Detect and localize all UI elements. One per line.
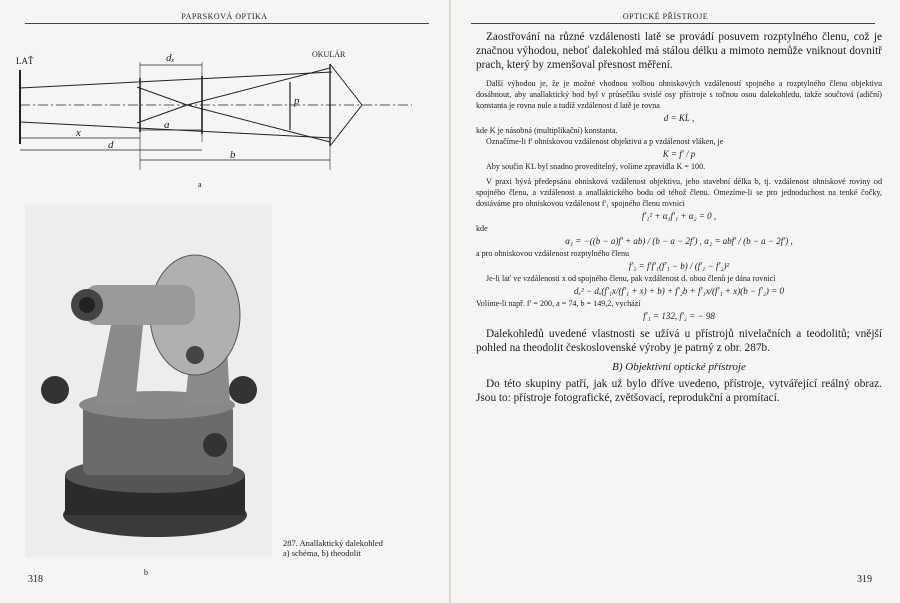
head-rule-right bbox=[471, 23, 875, 24]
formula-quadratic: f′₁² + α₁f′₁ + α₂ = 0 , bbox=[641, 211, 717, 221]
label-x: x bbox=[76, 127, 81, 139]
label-okular: OKULÁR bbox=[312, 50, 346, 59]
formula-values: f′₁ = 132, f′₂ = − 98 bbox=[643, 311, 715, 321]
formula-dx: dₓ² − dₓ(f′₁x/(f′₁ + x) + b) + f′₂b + f′₁x/(f′₁ + x)(b − f′₂) = 0 bbox=[574, 286, 784, 296]
paragraph-6: V praxi bývá předepsána ohnisková vzdálenost objektivu, jeho stavební délka b, tj. vzdálenost ohniskové roviny od spojného členu, a vzdálenost a anallaktického bodu od téhož členu. Omezíme-li se pro jednoduchost na tenké čočky, dostáváme pro ohniskovou vzdálenost f′₁ spojného členu rovnici bbox=[476, 177, 882, 208]
label-p: p bbox=[294, 95, 300, 107]
paragraph-1: Zaostřování na různé vzdálenosti latě se provádí posuvem rozptylného členu, což je značnou výhodou, neboť dalekohled má stálou délku a mimoto nemůže vniknout dovnitř prach, který by zmenšoval přesnost měření. bbox=[476, 31, 882, 71]
running-head-left: PAPRSKOVÁ OPTIKA bbox=[181, 12, 268, 21]
head-rule-left bbox=[25, 23, 429, 24]
paragraph-4: Označíme-li f′ ohniskovou vzdálenost objektivu a p vzdálenost vláken, je bbox=[486, 137, 724, 146]
kde-label: kde bbox=[476, 224, 488, 233]
label-dx: dₓ bbox=[166, 52, 175, 64]
label-a: a bbox=[164, 119, 170, 131]
figure-caption bbox=[283, 539, 443, 559]
paragraph-5: Aby součin KL byl snadno proveditelný, volíme zpravidla K = 100. bbox=[486, 162, 706, 171]
caption-line-1: 287. Anallaktický dalekohled bbox=[283, 538, 383, 548]
figure-sublabel-b: b bbox=[144, 568, 148, 577]
formula-f2: f′₂ = f′f′₁(f′₁ − b) / (f′₁ − f′₂)² bbox=[628, 261, 730, 271]
label-b: b bbox=[230, 149, 236, 161]
figure-sublabel-a: a bbox=[198, 180, 202, 189]
formula-alpha: α₁ = −((b − a)f′ + ab) / (b − a − 2f′) , α₂ = abf′ / (b − a − 2f′) , bbox=[565, 236, 793, 246]
paragraph-2: Další výhodou je, že je možné vhodnou volbou ohniskových vzdáleností spojného a rozptylného členu objektivu dosáhnout, aby anallaktický bod byl v průsečíku svislé osy přístroje s točnou osou dalekohledu, takže součtová (adiční) konstanta je rovna nule a tudíž vzdálenost d latě je rovna bbox=[476, 79, 882, 110]
right-page bbox=[450, 0, 900, 603]
anallactic-telescope-diagram bbox=[12, 42, 432, 192]
formula-d: d = KL , bbox=[663, 113, 695, 123]
paragraph-8: Je-li lať ve vzdálenosti x od spojného členu, pak vzdálenost dₓ obou členů je dána rovnicí bbox=[486, 274, 776, 283]
paragraph-11: Do této skupiny patří, jak už bylo dříve uvedeno, přístroje, vytvářející reálný obraz. Jsou to: přístroje fotografické, zvětšovací, reprodukční a promítací. bbox=[476, 378, 882, 404]
paragraph-3: kde K je násobná (multiplikační) konstanta. bbox=[476, 126, 618, 135]
theodolite-photo bbox=[25, 205, 272, 557]
section-heading: B) Objektivní optické přístroje bbox=[612, 361, 746, 373]
formula-k: K = f′ / p bbox=[662, 149, 696, 159]
running-head-right: OPTICKÉ PŘÍSTROJE bbox=[622, 12, 709, 21]
caption-line-2: a) schéma, b) theodolit bbox=[283, 547, 361, 558]
label-d: d bbox=[108, 139, 114, 151]
body-text bbox=[476, 30, 882, 405]
paragraph-9: Volíme-li např. f′ = 200, a = 74, b = 149,2, vychází bbox=[476, 299, 641, 308]
page-number-right: 319 bbox=[857, 574, 872, 585]
paragraph-7: a pro ohniskovou vzdálenost rozptylného členu bbox=[476, 249, 630, 258]
page-number-left: 318 bbox=[28, 574, 43, 585]
label-lat: LAŤ bbox=[16, 56, 34, 66]
paragraph-10: Dalekohledů uvedené vlastnosti se užívá u přístrojů nivelačních a teodolitů; vnější pohled na theodolit československé výroby je patrný z obr. 287b. bbox=[476, 328, 882, 354]
